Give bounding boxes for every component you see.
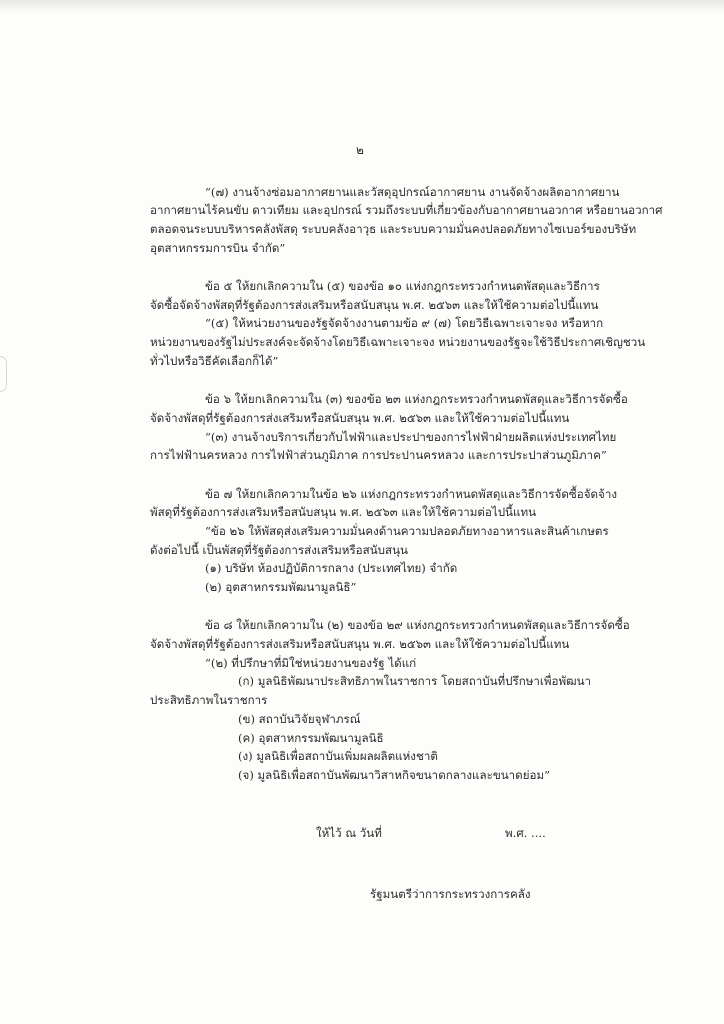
text-line: ข้อ ๗ ให้ยกเลิกความในข้อ ๒๖ แห่งกฎกระทรวงกำหนดพัสดุและวิธีการจัดซื้อจัดจ้าง	[205, 487, 618, 501]
text-line: “(๒) ที่ปรึกษาที่มิใช่หน่วยงานของรัฐ ได้แก่	[205, 656, 417, 670]
text-line: หน่วยงานของรัฐไม่ประสงค์จะจัดจ้างโดยวิธีเฉพาะเจาะจง หน่วยงานของรัฐจะใช้วิธีประกาศเชิญชวน	[150, 335, 646, 349]
text-line: “(๕) ให้หน่วยงานของรัฐจัดจ้างงานตามข้อ ๙ (๗) โดยวิธีเฉพาะเจาะจง หรือหาก	[205, 316, 604, 330]
text-line: อุตสาหกรรมการบิน จำกัด”	[150, 241, 286, 255]
minister-title: รัฐมนตรีว่าการกระทรวงการคลัง	[370, 887, 531, 901]
text-line: (ค) อุตสาหกรรมพัฒนามูลนิธิ	[238, 731, 384, 745]
text-line: พัสดุที่รัฐต้องการส่งเสริมหรือสนับสนุน พ.ศ. ๒๕๖๓ และให้ใช้ความต่อไปนี้แทน	[150, 505, 537, 519]
text-line: (ข) สถาบันวิจัยจุฬาภรณ์	[238, 712, 361, 726]
text-line: จัดจ้างพัสดุที่รัฐต้องการส่งเสริมหรือสนับสนุน พ.ศ. ๒๕๖๓ และให้ใช้ความต่อไปนี้แทน	[150, 637, 570, 651]
text-line: ตลอดจนระบบบริหารคลังพัสดุ ระบบคลังอาวุธ และระบบความมั่นคงปลอดภัยทางไซเบอร์ของบริษัท	[150, 222, 637, 236]
text-line: “(๗) งานจ้างซ่อมอากาศยานและวัสดุอุปกรณ์อากาศยาน งานจัดจ้างผลิตอากาศยาน	[205, 185, 620, 199]
text-line: การไฟฟ้านครหลวง การไฟฟ้าส่วนภูมิภาค การประปานครหลวง และการประปาส่วนภูมิภาค”	[150, 448, 607, 462]
year-label: พ.ศ. ....	[505, 826, 546, 840]
text-line: “(๓) งานจ้างบริการเกี่ยวกับไฟฟ้าและประปาของการไฟฟ้าฝ่ายผลิตแห่งประเทศไทย	[205, 430, 617, 444]
text-line: จัดจ้างพัสดุที่รัฐต้องการส่งเสริมหรือสนับสนุน พ.ศ. ๒๕๖๓ และให้ใช้ความต่อไปนี้แทน	[150, 411, 570, 425]
text-line: (ก) มูลนิธิพัฒนาประสิทธิภาพในราชการ โดยสถาบันที่ปรึกษาเพื่อพัฒนา	[238, 674, 592, 688]
text-line: อากาศยานไร้คนขับ ดาวเทียม และอุปกรณ์ รวมถึงระบบที่เกี่ยวข้องกับอากาศยานอวกาศ หรือยานอวกาศ	[150, 203, 663, 217]
text-line: ข้อ ๕ ให้ยกเลิกความใน (๕) ของข้อ ๑๐ แห่งกฎกระทรวงกำหนดพัสดุและวิธีการ	[205, 279, 600, 293]
text-line: ดังต่อไปนี้ เป็นพัสดุที่รัฐต้องการส่งเสริมหรือสนับสนุน	[150, 543, 408, 557]
text-line: ทั่วไปหรือวิธีคัดเลือกก็ได้”	[150, 354, 279, 368]
text-line: (๑) บริษัท ห้องปฏิบัติการกลาง (ประเทศไทย) จำกัด	[205, 561, 458, 575]
given-on-label: ให้ไว้ ณ วันที่	[316, 826, 382, 840]
text-line: “ข้อ ๒๖ ให้พัสดุส่งเสริมความมั่นคงด้านความปลอดภัยทางอาหารและสินค้าเกษตร	[205, 524, 609, 538]
text-line: จัดซื้อจัดจ้างพัสดุที่รัฐต้องการส่งเสริมหรือสนับสนุน พ.ศ. ๒๕๖๓ และให้ใช้ความต่อไปนี้แทน	[150, 298, 599, 312]
text-line: (๒) อุตสาหกรรมพัฒนามูลนิธิ”	[205, 580, 357, 594]
text-line: (ง) มูลนิธิเพื่อสถาบันเพิ่มผลผลิตแห่งชาติ	[238, 749, 438, 763]
punch-hole-mark	[0, 356, 7, 392]
page-number: ๒	[356, 143, 364, 157]
scan-edge	[0, 0, 724, 14]
text-line: ข้อ ๖ ให้ยกเลิกความใน (๓) ของข้อ ๒๓ แห่งกฎกระทรวงกำหนดพัสดุและวิธีการจัดซื้อ	[205, 392, 628, 406]
text-line: (จ) มูลนิธิเพื่อสถาบันพัฒนาวิสาหกิจขนาดกลางและขนาดย่อม”	[238, 768, 551, 782]
text-line: ข้อ ๘ ให้ยกเลิกความใน (๒) ของข้อ ๒๙ แห่งกฎกระทรวงกำหนดพัสดุและวิธีการจัดซื้อ	[205, 618, 630, 632]
text-line: ประสิทธิภาพในราชการ	[150, 693, 268, 707]
